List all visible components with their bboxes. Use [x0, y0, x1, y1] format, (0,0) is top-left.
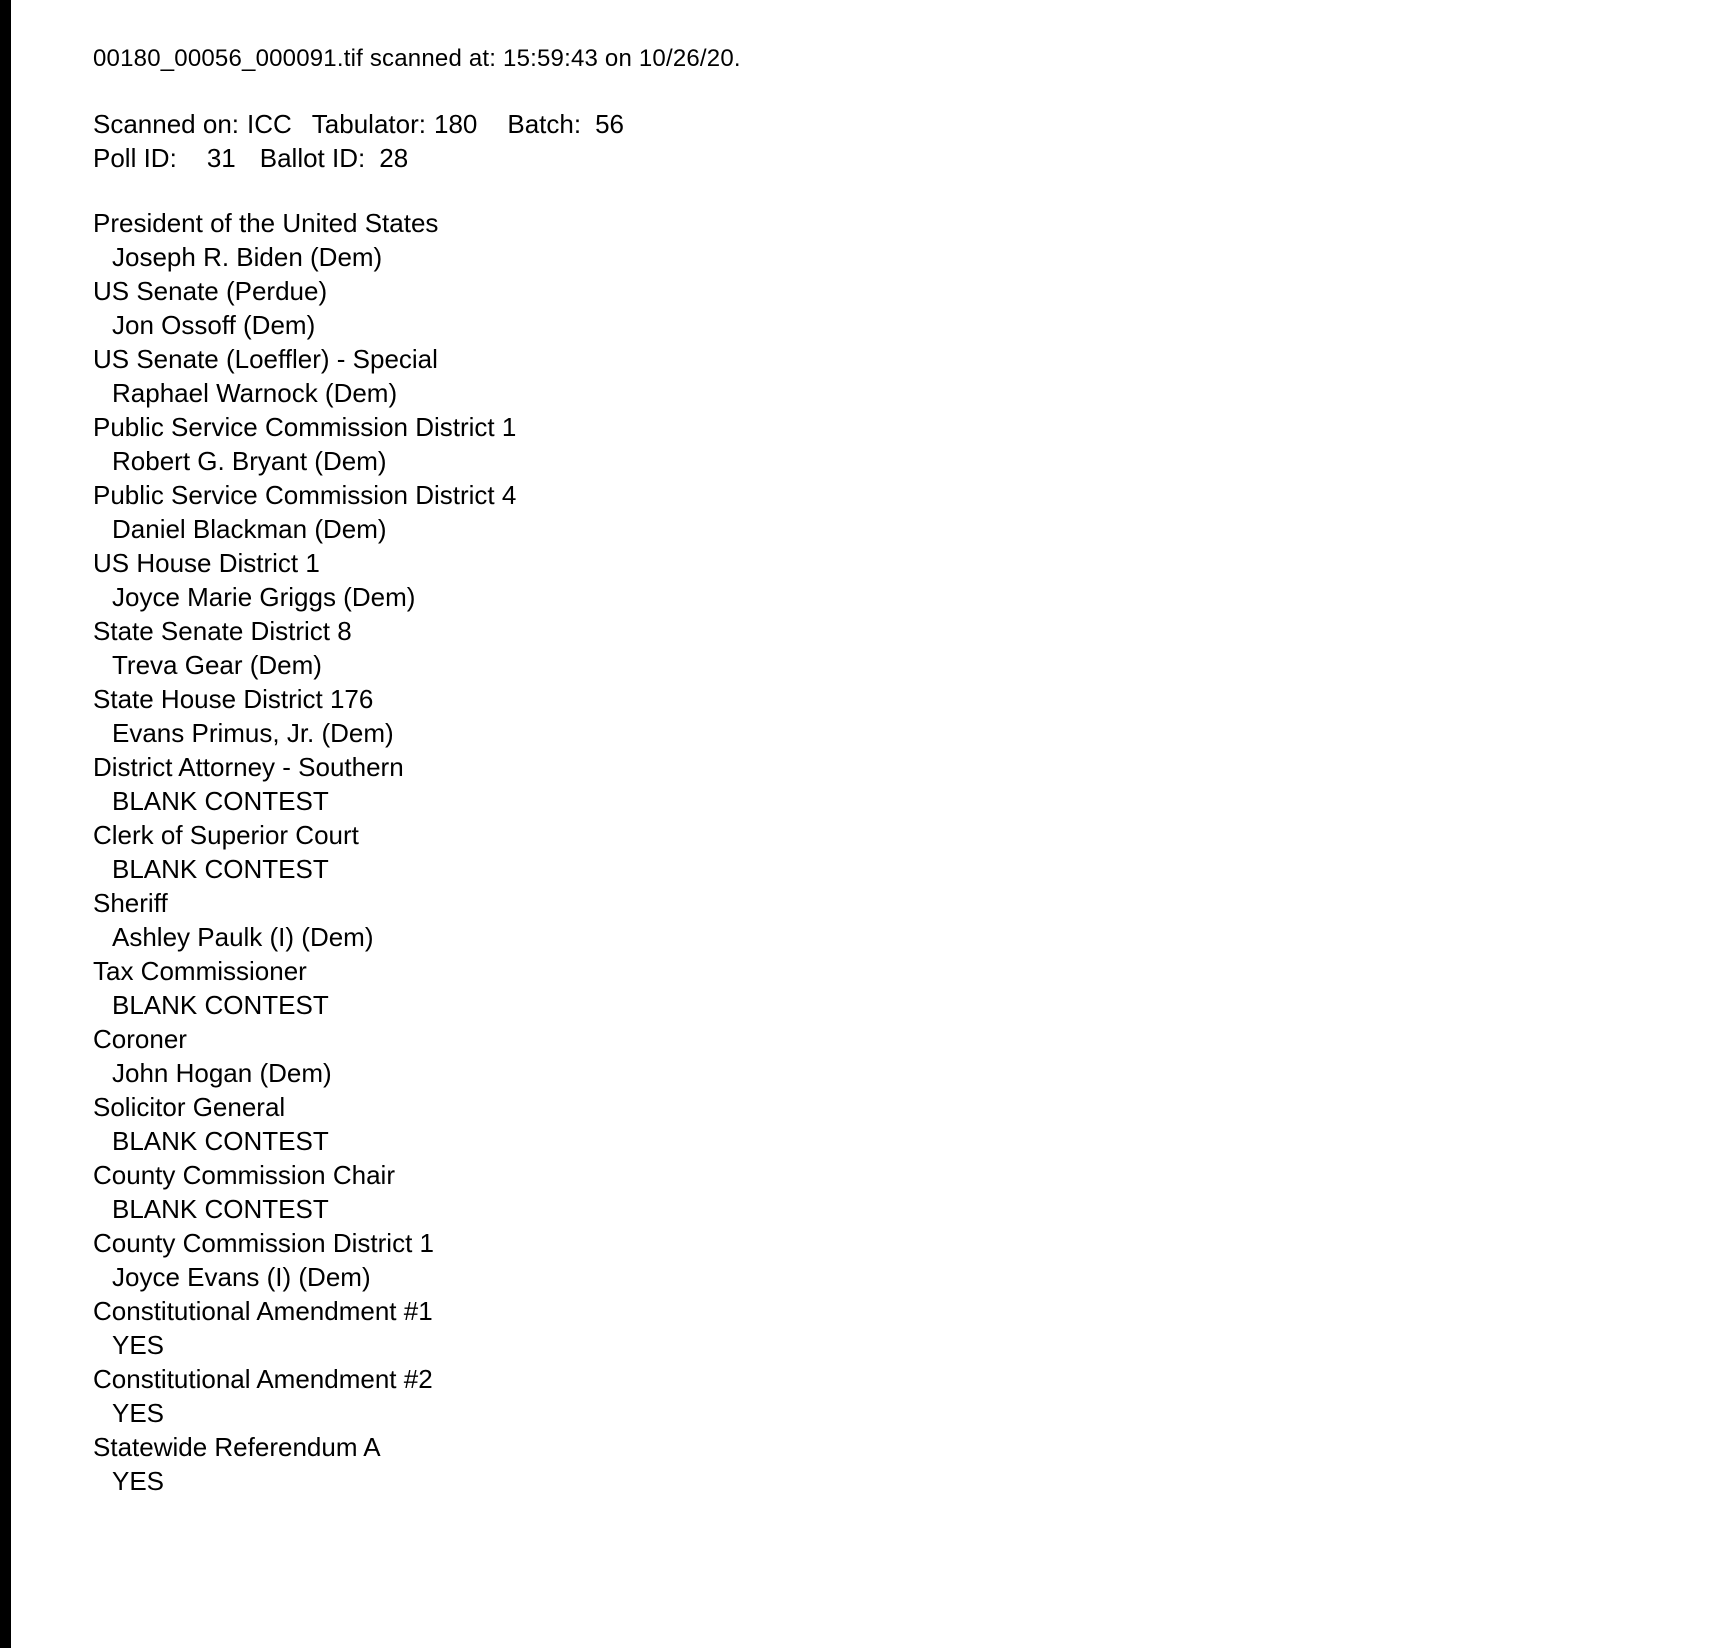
- contest-title: Solicitor General: [93, 1092, 286, 1122]
- document-content: [93, 44, 1593, 1498]
- scanned-on-label: Scanned on:: [93, 109, 240, 139]
- contest-selection: Robert G. Bryant (Dem): [112, 446, 387, 476]
- contest-selection: Raphael Warnock (Dem): [112, 378, 398, 408]
- contest-selection: BLANK CONTEST: [112, 1194, 329, 1224]
- contest-selection: Evans Primus, Jr. (Dem): [112, 718, 394, 748]
- contest-title: State House District 176: [93, 684, 374, 714]
- batch-value: 56: [595, 109, 625, 139]
- contest-selection: Joyce Evans (I) (Dem): [112, 1262, 371, 1292]
- contest-title: Clerk of Superior Court: [93, 820, 359, 850]
- contest-title: US Senate (Loeffler) - Special: [93, 344, 438, 374]
- scan-meta-line-2: [93, 141, 1593, 175]
- contest-selection: BLANK CONTEST: [112, 990, 329, 1020]
- scan-meta-line-1: [93, 107, 1593, 141]
- contest-selection: Joyce Marie Griggs (Dem): [112, 582, 416, 612]
- contest-title: Sheriff: [93, 888, 168, 918]
- contest-selection: Daniel Blackman (Dem): [112, 514, 387, 544]
- scan-filename-line: 00180_00056_000091.tif scanned at: 15:59:43 on 10/26/20.: [93, 45, 741, 72]
- scan-edge-artifact: [0, 0, 11, 1648]
- contest-selection: YES: [112, 1398, 165, 1428]
- contest-selection: Ashley Paulk (I) (Dem): [112, 922, 374, 952]
- contest-title: State Senate District 8: [93, 616, 352, 646]
- contest-selection: John Hogan (Dem): [112, 1058, 332, 1088]
- contest-selection: Treva Gear (Dem): [112, 650, 322, 680]
- contest-title: US Senate (Perdue): [93, 276, 328, 306]
- batch-label: Batch:: [507, 109, 582, 139]
- contest-selection: BLANK CONTEST: [112, 1126, 329, 1156]
- contest-title: County Commission District 1: [93, 1228, 434, 1258]
- contest-list: [93, 206, 1593, 1498]
- ballot-id-label: Ballot ID:: [259, 143, 366, 173]
- contest-title: Constitutional Amendment #2: [93, 1364, 433, 1394]
- scanned-on-value: ICC: [247, 109, 292, 139]
- tabulator-value: 180: [433, 109, 478, 139]
- contest-selection: BLANK CONTEST: [112, 854, 329, 884]
- contest-title: US House District 1: [93, 548, 320, 578]
- contest-title: Tax Commissioner: [93, 956, 307, 986]
- poll-id-value: 31: [206, 143, 236, 173]
- contest-title: Public Service Commission District 1: [93, 412, 517, 442]
- contest-title: Constitutional Amendment #1: [93, 1296, 433, 1326]
- contest-title: Coroner: [93, 1024, 187, 1054]
- contest-selection: YES: [112, 1330, 165, 1360]
- tabulator-label: Tabulator:: [311, 109, 426, 139]
- contest-title: Public Service Commission District 4: [93, 480, 517, 510]
- contest-title: President of the United States: [93, 208, 439, 238]
- contest-selection: BLANK CONTEST: [112, 786, 329, 816]
- contest-selection: Jon Ossoff (Dem): [112, 310, 316, 340]
- contest-selection: YES: [112, 1466, 165, 1496]
- contest-title: District Attorney - Southern: [93, 752, 404, 782]
- ballot-id-value: 28: [379, 143, 409, 173]
- contest-title: Statewide Referendum A: [93, 1432, 381, 1462]
- contest-selection: Joseph R. Biden (Dem): [112, 242, 383, 272]
- contest-title: County Commission Chair: [93, 1160, 395, 1190]
- poll-id-label: Poll ID:: [93, 143, 177, 173]
